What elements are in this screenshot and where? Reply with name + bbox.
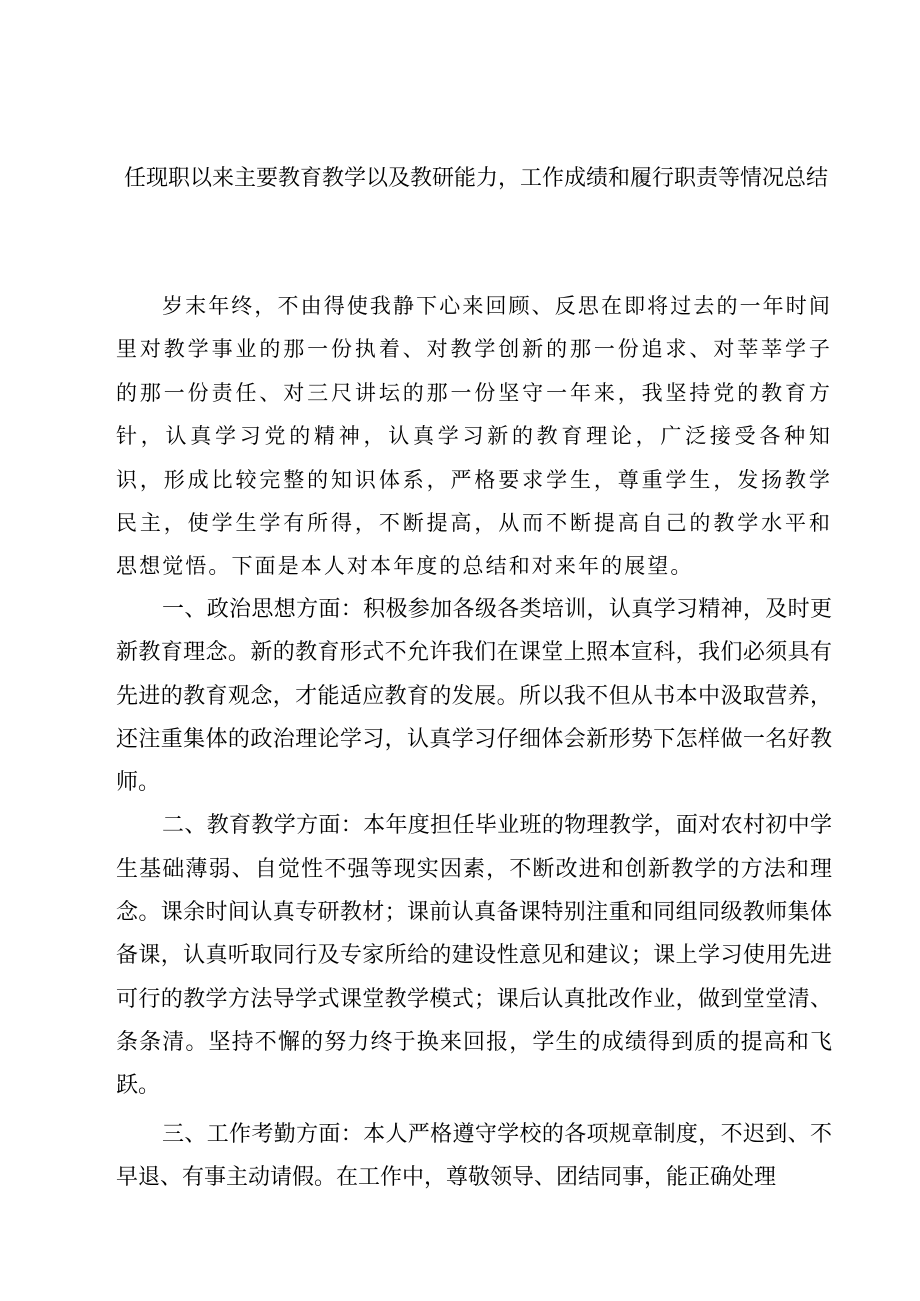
document-title: 任现职以来主要教育教学以及教研能力，工作成绩和履行职责等情况总结 xyxy=(123,166,828,191)
sections-block xyxy=(116,588,832,1199)
section-political-thought: 一、政治思想方面：积极参加各级各类培训，认真学习精神，及时更新教育理念。新的教育形式不允许我们在课堂上照本宣科，我们必须具有先进的教育观念，才能适应教育的发展。所以我不但从书本中汲取营养，还注重集体的政治理论学习，认真学习仔细体会新形势下怎样做一名好教师。 xyxy=(116,597,832,796)
section-attendance: 三、工作考勤方面：本人严格遵守学校的各项规章制度，不迟到、不早退、有事主动请假。在工作中，尊敬领导、团结同事，能正确处理 xyxy=(116,1121,832,1190)
section-teaching: 二、教育教学方面：本年度担任毕业班的物理教学，面对农村初中学生基础薄弱、自觉性不强等现实因素，不断改进和创新教学的方法和理念。课余时间认真专研教材；课前认真备课特别注重和同组同级教师集体备课，认真听取同行及专家所给的建设性意见和建议；课上学习使用先进可行的教学方法导学式课堂教学模式；课后认真批改作业，做到堂堂清、条条清。坚持不懈的努力终于换来回报，学生的成绩得到质的提高和飞跃。 xyxy=(116,813,832,1099)
intro-paragraph: 岁末年终，不由得使我静下心来回顾、反思在即将过去的一年时间里对教学事业的那一份执着、对教学创新的那一份追求、对莘莘学子的那一份责任、对三尺讲坛的那一份坚守一年来，我坚持党的教育方针，认真学习党的精神，认真学习新的教育理论，广泛接受各种知识，形成比较完整的知识体系，严格要求学生，尊重学生，发扬教学民主，使学生学有所得，不断提高，从而不断提高自己的教学水平和思想觉悟。下面是本人对本年度的总结和对来年的展望。 xyxy=(116,294,832,579)
